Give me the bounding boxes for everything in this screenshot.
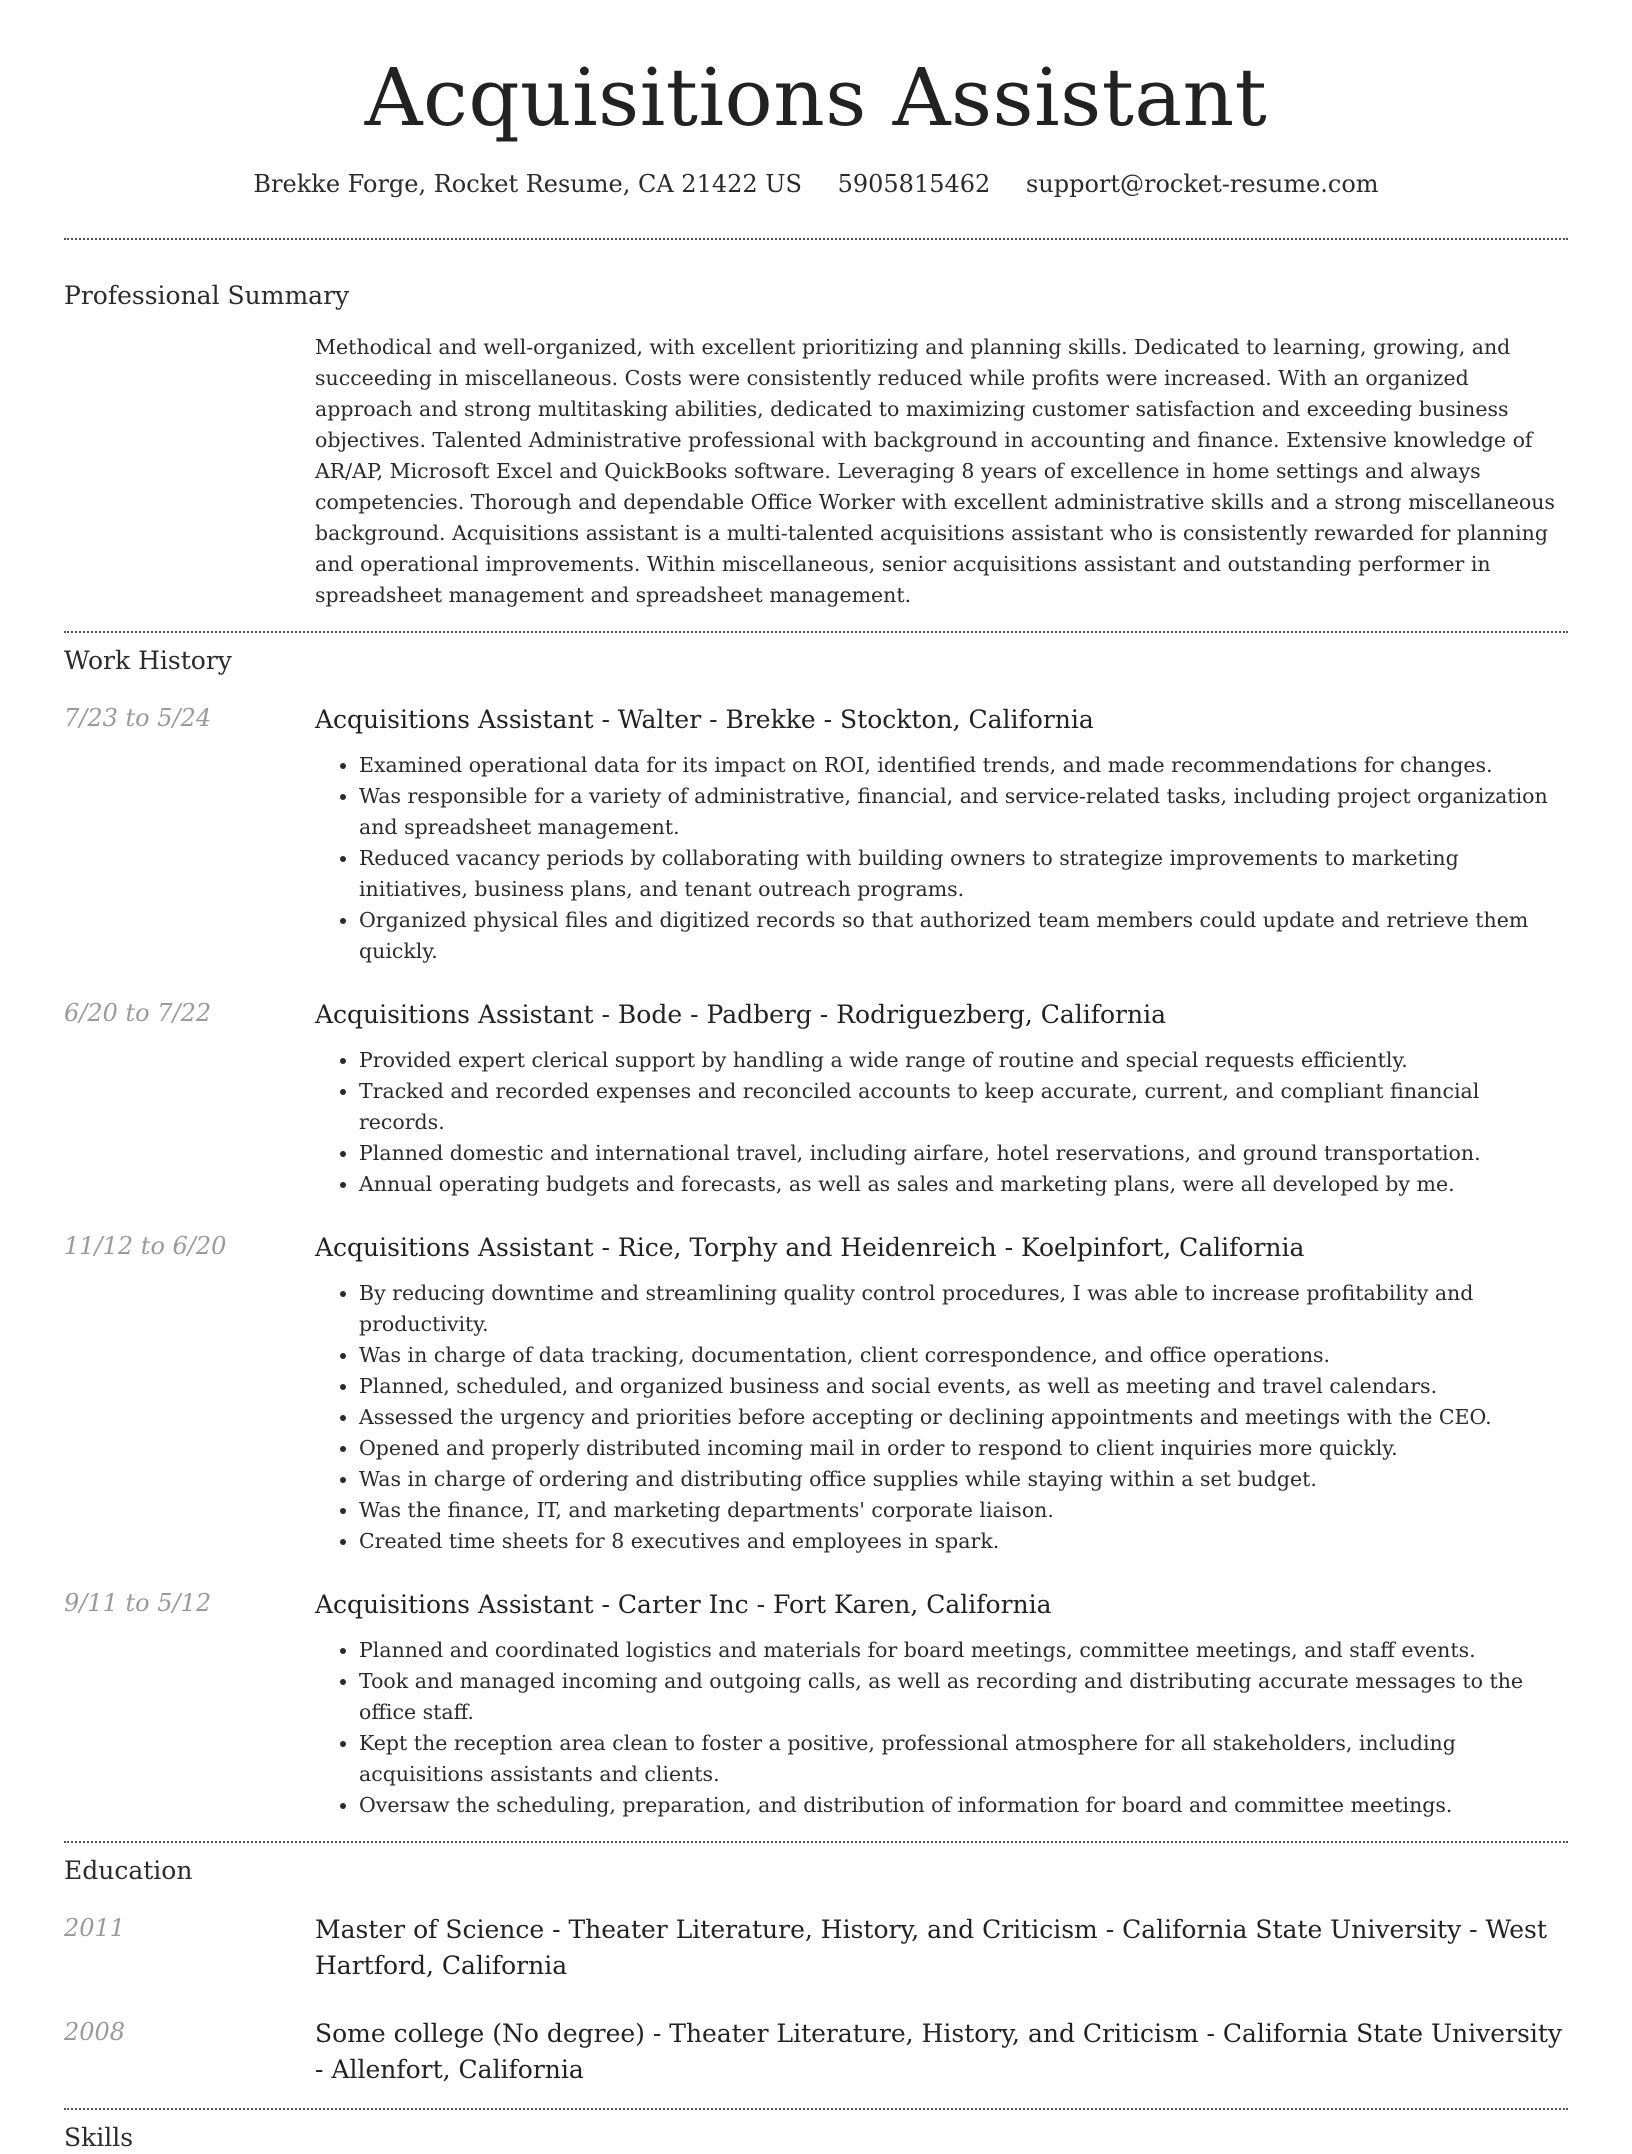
work-entry — [64, 1587, 1570, 1821]
list-item: • Kept the reception area clean to foster a positive, professional atmosphere for all stakeholders, including acquisitions assistants and clients. — [359, 1728, 1570, 1790]
summary-section-title: Professional Summary — [64, 281, 350, 310]
contact-email: support@rocket-resume.com — [1025, 170, 1379, 198]
list-item: • Tracked and recorded expenses and reconciled accounts to keep accurate, current, and compliant financial records. — [359, 1076, 1570, 1138]
work-details — [315, 997, 1570, 1200]
work-heading: Acquisitions Assistant - Bode - Padberg - Rodriguezberg, California — [315, 1000, 1167, 1029]
list-item: • Provided expert clerical support by handling a wide range of routine and special requests efficiently. — [359, 1045, 1570, 1076]
list-item: • By reducing downtime and streamlining quality control procedures, I was able to increase profitability and productivity. — [359, 1278, 1570, 1340]
work-entry — [64, 997, 1570, 1200]
education-section-title: Education — [64, 1856, 193, 1885]
divider — [64, 631, 1568, 633]
list-item: • Was in charge of data tracking, documentation, client correspondence, and office operations. — [359, 1340, 1570, 1371]
list-item: • Created time sheets for 8 executives and employees in spark. — [359, 1526, 1570, 1557]
list-item: • Opened and properly distributed incoming mail in order to respond to client inquiries more quickly. — [359, 1433, 1570, 1464]
contact-address: Brekke Forge, Rocket Resume, CA 21422 US — [253, 170, 802, 198]
divider — [64, 1841, 1568, 1843]
work-date: 9/11 to 5/12 — [64, 1589, 212, 1617]
work-bullets — [315, 1635, 1570, 1821]
list-item: • Planned, scheduled, and organized business and social events, as well as meeting and travel calendars. — [359, 1371, 1570, 1402]
work-heading: Acquisitions Assistant - Walter - Brekke - Stockton, California — [315, 705, 1094, 734]
summary-text: Methodical and well-organized, with excellent prioritizing and planning skills. Dedicated to learning, growing, and succeeding in miscellaneous. Costs were consistently reduced while profits were increased. With an organized approach and strong multitasking abilities, dedicated to maximizing customer satisfaction and exceeding business objectives. Talented Administrative professional with background in accounting and finance. Extensive knowledge of AR/AP, Microsoft Excel and QuickBooks software. Leveraging 8 years of excellence in home settings and always competencies. Thorough and dependable Office Worker with excellent administrative skills and a strong miscellaneous background. Acquisitions assistant is a multi-talented acquisitions assistant who is consistently rewarded for planning and operational improvements. Within miscellaneous, senior acquisitions assistant and outstanding performer in spreadsheet management and spreadsheet management. — [315, 335, 1555, 607]
work-date: 6/20 to 7/22 — [64, 999, 212, 1027]
list-item: • Was the finance, IT, and marketing departments' corporate liaison. — [359, 1495, 1570, 1526]
list-item: • Took and managed incoming and outgoing calls, as well as recording and distributing accurate messages to the office staff. — [359, 1666, 1570, 1728]
education-entry — [64, 1912, 1570, 1984]
work-bullets — [315, 1045, 1570, 1200]
list-item: • Examined operational data for its impact on ROI, identified trends, and made recommendations for changes. — [359, 750, 1570, 781]
skills-section-title: Skills — [64, 2123, 134, 2152]
work-bullets — [315, 1278, 1570, 1557]
work-details — [315, 1230, 1570, 1557]
divider — [64, 238, 1568, 240]
list-item: • Reduced vacancy periods by collaborating with building owners to strategize improvements to marketing initiatives, business plans, and tenant outreach programs. — [359, 843, 1570, 905]
education-details — [315, 2016, 1570, 2088]
list-item: • Planned and coordinated logistics and materials for board meetings, committee meetings, and staff events. — [359, 1635, 1570, 1666]
education-date: 2008 — [64, 2018, 126, 2046]
list-item: • Oversaw the scheduling, preparation, and distribution of information for board and committee meetings. — [359, 1790, 1570, 1821]
list-item: • Was in charge of ordering and distributing office supplies while staying within a set budget. — [359, 1464, 1570, 1495]
work-heading: Acquisitions Assistant - Carter Inc - Fort Karen, California — [315, 1590, 1052, 1619]
list-item: • Assessed the urgency and priorities before accepting or declining appointments and meetings with the CEO. — [359, 1402, 1570, 1433]
work-section-title: Work History — [64, 646, 232, 675]
work-entry — [64, 702, 1570, 967]
work-entry — [64, 1230, 1570, 1557]
work-details — [315, 702, 1570, 967]
work-date: 7/23 to 5/24 — [64, 704, 212, 732]
education-entry — [64, 2016, 1570, 2088]
contact-phone: 5905815462 — [837, 170, 991, 198]
education-details — [315, 1912, 1570, 1984]
list-item: • Planned domestic and international travel, including airfare, hotel reservations, and ground transportation. — [359, 1138, 1570, 1169]
list-item: • Organized physical files and digitized records so that authorized team members could update and retrieve them quickly. — [359, 905, 1570, 967]
education-date: 2011 — [64, 1914, 126, 1942]
resume-title: Acquisitions Assistant — [364, 51, 1268, 144]
education-heading: Master of Science - Theater Literature, History, and Criticism - California State University - West Hartford, California — [315, 1915, 1547, 1980]
divider — [64, 2108, 1568, 2110]
list-item: • Annual operating budgets and forecasts, as well as sales and marketing plans, were all developed by me. — [359, 1169, 1570, 1200]
work-date: 11/12 to 6/20 — [64, 1232, 227, 1260]
education-heading: Some college (No degree) - Theater Literature, History, and Criticism - California State University - Allenfort, California — [315, 2019, 1563, 2084]
work-heading: Acquisitions Assistant - Rice, Torphy and Heidenreich - Koelpinfort, California — [315, 1233, 1305, 1262]
work-details — [315, 1587, 1570, 1821]
contact-line — [0, 170, 1632, 198]
list-item: • Was responsible for a variety of administrative, financial, and service-related tasks, including project organization and spreadsheet management. — [359, 781, 1570, 843]
work-bullets — [315, 750, 1570, 967]
